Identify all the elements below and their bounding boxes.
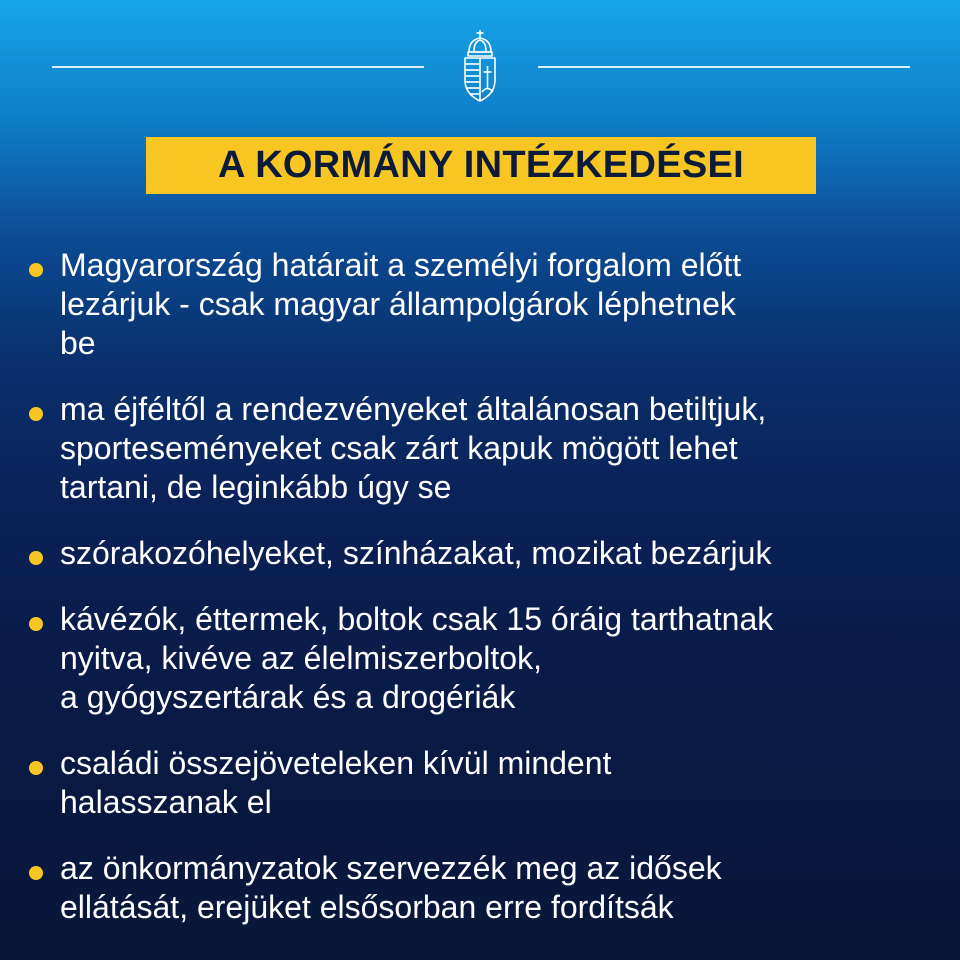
page-title: A KORMÁNY INTÉZKEDÉSEI bbox=[218, 144, 744, 186]
bullet-dot-icon bbox=[29, 407, 43, 421]
list-item bbox=[26, 600, 946, 717]
list-item-text: ma éjféltől a rendezvényeket általánosan betiltjuk, sporteseményeket csak zárt kapuk mögött lehet tartani, de leginkább úgy se bbox=[60, 391, 767, 505]
bullet-dot-icon bbox=[29, 761, 43, 775]
list-item bbox=[26, 390, 946, 507]
measures-list bbox=[26, 246, 946, 954]
list-item bbox=[26, 744, 946, 822]
header-divider-right bbox=[538, 66, 910, 68]
bullet-dot-icon bbox=[29, 263, 43, 277]
bullet-dot-icon bbox=[29, 551, 43, 565]
list-item-text: kávézók, éttermek, boltok csak 15 óráig tarthatnak nyitva, kivéve az élelmiszerboltok, a gyógyszertárak és a drogériák bbox=[60, 601, 774, 715]
bullet-dot-icon bbox=[29, 866, 43, 880]
list-item-text: Magyarország határait a személyi forgalom előtt lezárjuk - csak magyar állampolgárok léphetnek be bbox=[60, 247, 742, 361]
list-item-text: az önkormányzatok szervezzék meg az idősek ellátását, erejüket elsősorban erre fordítsák bbox=[60, 850, 722, 925]
list-item bbox=[26, 849, 946, 927]
list-item bbox=[26, 534, 946, 573]
title-banner bbox=[146, 137, 816, 194]
hungarian-coat-of-arms-icon bbox=[460, 28, 500, 104]
list-item-text: családi összejöveteleken kívül mindent halasszanak el bbox=[60, 745, 612, 820]
list-item-text: szórakozóhelyeket, színházakat, mozikat bezárjuk bbox=[60, 535, 772, 571]
bullet-dot-icon bbox=[29, 617, 43, 631]
list-item bbox=[26, 246, 946, 363]
header-divider-left bbox=[52, 66, 424, 68]
